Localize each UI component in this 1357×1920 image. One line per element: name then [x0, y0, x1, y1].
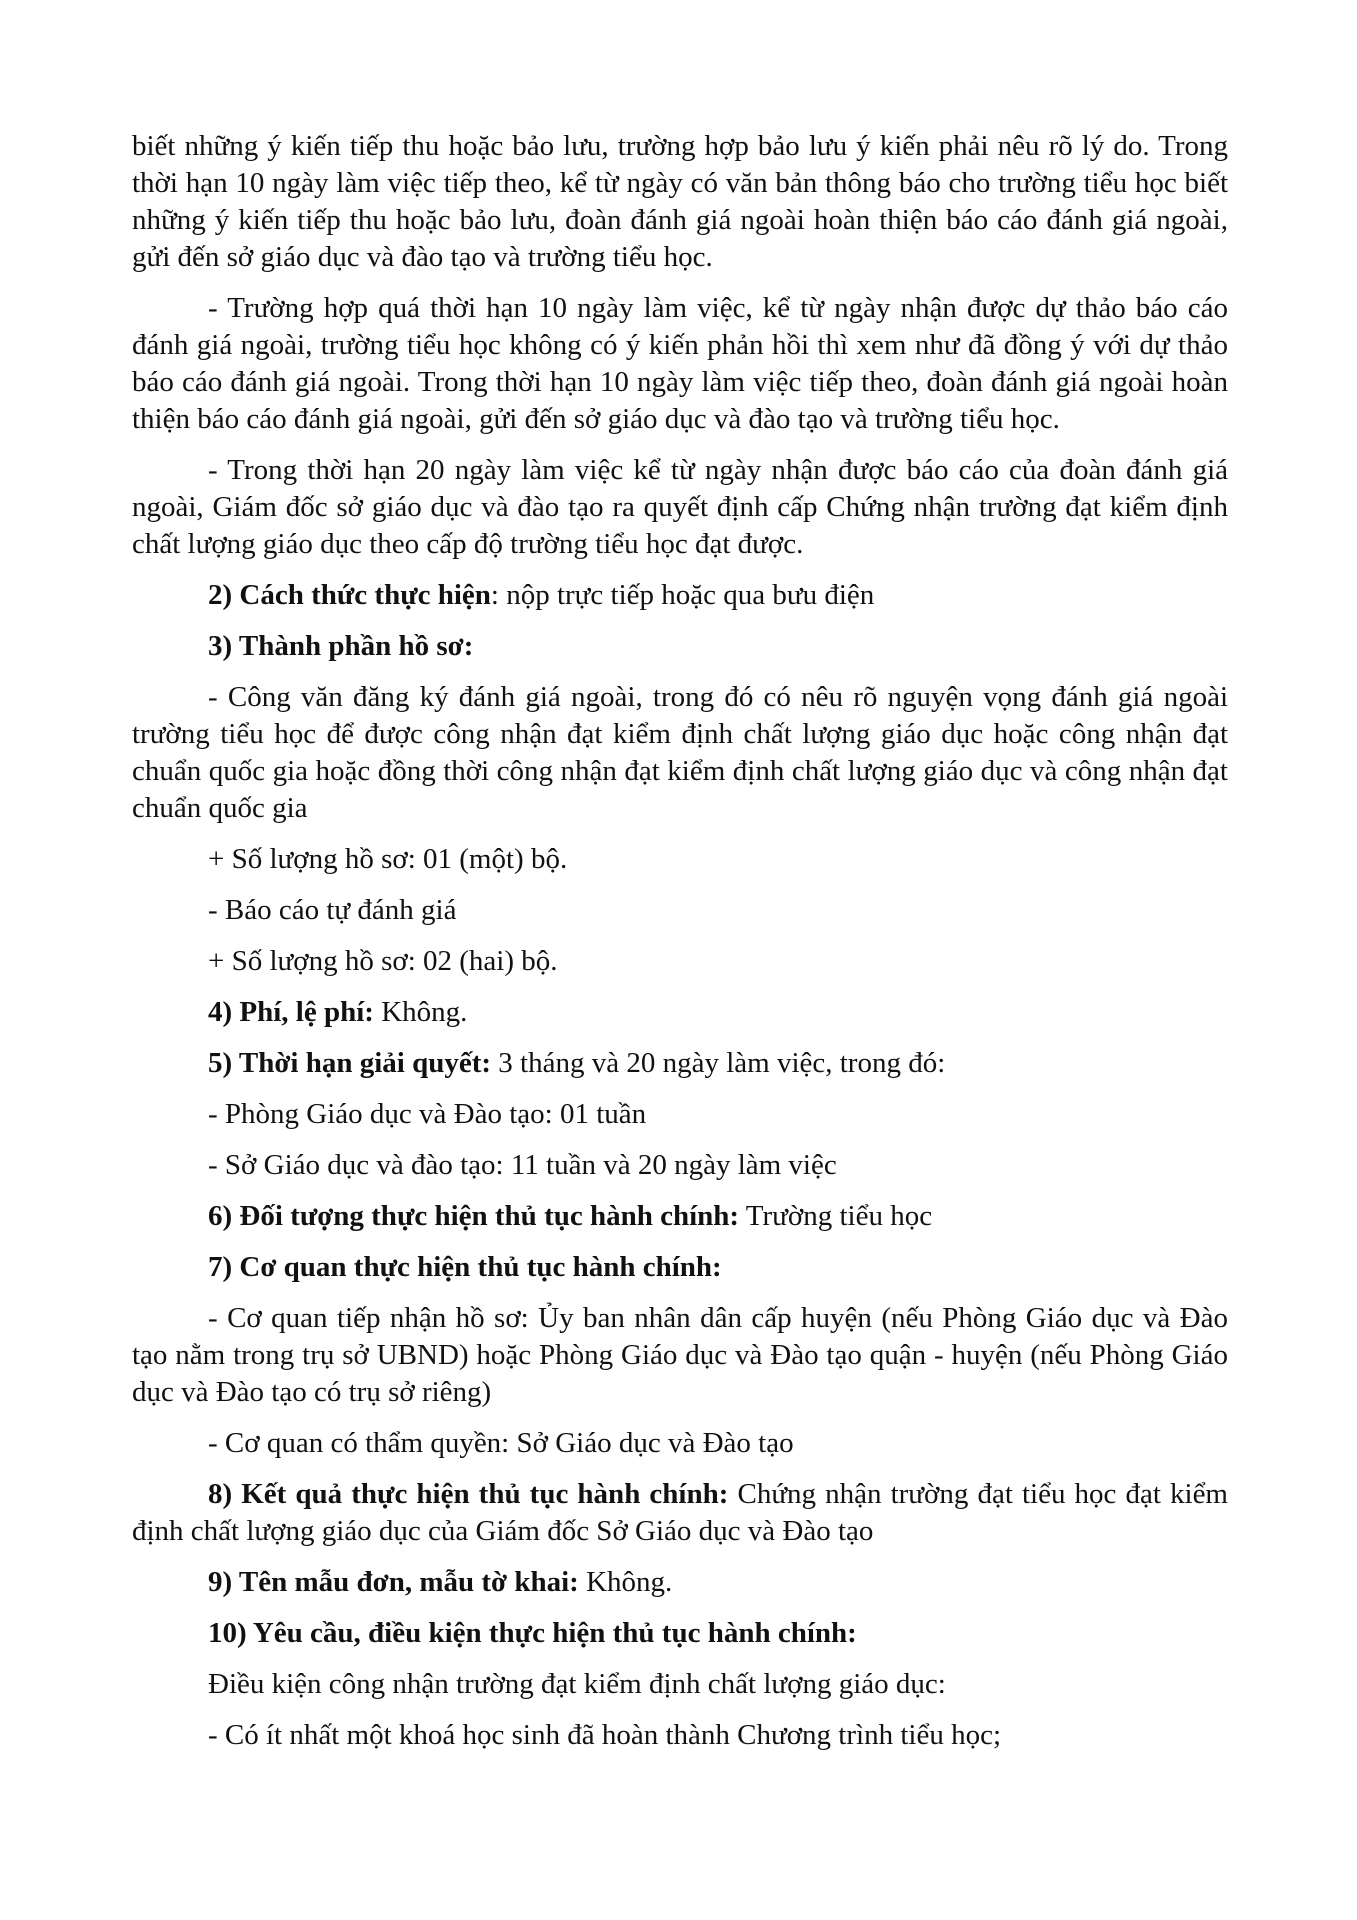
paragraph-continuation: biết những ý kiến tiếp thu hoặc bảo lưu, trường hợp bảo lưu ý kiến phải nêu rõ lý do. Trong thời hạn 10 ngày làm việc tiếp theo, kể từ ngày có văn bản thông báo cho trường tiểu học biết những ý kiến tiếp thu hoặc bảo lưu, đoàn đánh giá ngoài hoàn thiện báo cáo đánh giá ngoài, gửi đến sở giáo dục và đào tạo và trường tiểu học.: [132, 130, 1228, 273]
section-4-fees: 4) Phí, lệ phí: Không.: [208, 996, 468, 1028]
section-heading: 8) Kết quả thực hiện thủ tục hành chính:: [208, 1478, 729, 1510]
section-heading: 5) Thời hạn giải quyết:: [208, 1047, 492, 1079]
section-9-forms: 9) Tên mẫu đơn, mẫu tờ khai: Không.: [208, 1566, 673, 1598]
list-item: Điều kiện công nhận trường đạt kiểm định chất lượng giáo dục:: [208, 1668, 946, 1700]
section-heading: 3) Thành phần hồ sơ:: [208, 630, 474, 662]
list-item: + Số lượng hồ sơ: 01 (một) bộ.: [208, 843, 568, 875]
section-heading: 2) Cách thức thực hiện: [208, 579, 491, 611]
section-2-method: 2) Cách thức thực hiện: nộp trực tiếp hoặc qua bưu điện: [208, 579, 875, 611]
list-item: - Phòng Giáo dục và Đào tạo: 01 tuần: [208, 1098, 647, 1130]
section-3-dossier: [132, 628, 1228, 665]
section-heading: 10) Yêu cầu, điều kiện thực hiện thủ tục hành chính:: [208, 1617, 857, 1649]
paragraph-overdue-response: - Trường hợp quá thời hạn 10 ngày làm việc, kể từ ngày nhận được dự thảo báo cáo đánh giá ngoài, trường tiểu học không có ý kiến phản hồi thì xem như đã đồng ý với dự thảo báo cáo đánh giá ngoài. Trong thời hạn 10 ngày làm việc tiếp theo, đoàn đánh giá ngoài hoàn thiện báo cáo đánh giá ngoài, gửi đến sở giáo dục và đào tạo và trường tiểu học.: [132, 292, 1228, 435]
section-heading: 9) Tên mẫu đơn, mẫu tờ khai:: [208, 1566, 579, 1598]
list-item: - Cơ quan có thẩm quyền: Sở Giáo dục và Đào tạo: [208, 1427, 794, 1459]
section-8-results: 8) Kết quả thực hiện thủ tục hành chính: Chứng nhận trường đạt tiểu học đạt kiểm định chất lượng giáo dục của Giám đốc Sở Giáo dục và Đào tạo: [132, 1478, 1228, 1547]
paragraph-certificate-decision: - Trong thời hạn 20 ngày làm việc kể từ ngày nhận được báo cáo của đoàn đánh giá ngoài, Giám đốc sở giáo dục và đào tạo ra quyết định cấp Chứng nhận trường đạt kiểm định chất lượng giáo dục theo cấp độ trường tiểu học đạt được.: [132, 454, 1228, 560]
document-page: [132, 128, 1228, 1768]
list-item: - Có ít nhất một khoá học sinh đã hoàn thành Chương trình tiểu học;: [208, 1719, 1001, 1751]
section-heading: 6) Đối tượng thực hiện thủ tục hành chính:: [208, 1200, 740, 1232]
section-10-requirements: [132, 1615, 1228, 1652]
list-item: - Cơ quan tiếp nhận hồ sơ: Ủy ban nhân dân cấp huyện (nếu Phòng Giáo dục và Đào tạo nằm trong trụ sở UBND) hoặc Phòng Giáo dục và Đào tạo quận - huyện (nếu Phòng Giáo dục và Đào tạo có trụ sở riêng): [132, 1302, 1228, 1408]
section-7-agencies: [132, 1249, 1228, 1286]
list-item: - Công văn đăng ký đánh giá ngoài, trong đó có nêu rõ nguyện vọng đánh giá ngoài trường tiểu học để được công nhận đạt kiểm định chất lượng giáo dục hoặc công nhận đạt chuẩn quốc gia hoặc đồng thời công nhận đạt kiểm định chất lượng giáo dục và công nhận đạt chuẩn quốc gia: [132, 681, 1228, 824]
section-6-subjects: 6) Đối tượng thực hiện thủ tục hành chính: Trường tiểu học: [208, 1200, 933, 1232]
section-heading: 7) Cơ quan thực hiện thủ tục hành chính:: [208, 1251, 722, 1283]
list-item: + Số lượng hồ sơ: 02 (hai) bộ.: [208, 945, 558, 977]
section-5-deadline: 5) Thời hạn giải quyết: 3 tháng và 20 ngày làm việc, trong đó:: [208, 1047, 946, 1079]
list-item: - Sở Giáo dục và đào tạo: 11 tuần và 20 ngày làm việc: [208, 1149, 837, 1181]
list-item: - Báo cáo tự đánh giá: [208, 894, 457, 926]
section-heading: 4) Phí, lệ phí:: [208, 996, 374, 1028]
